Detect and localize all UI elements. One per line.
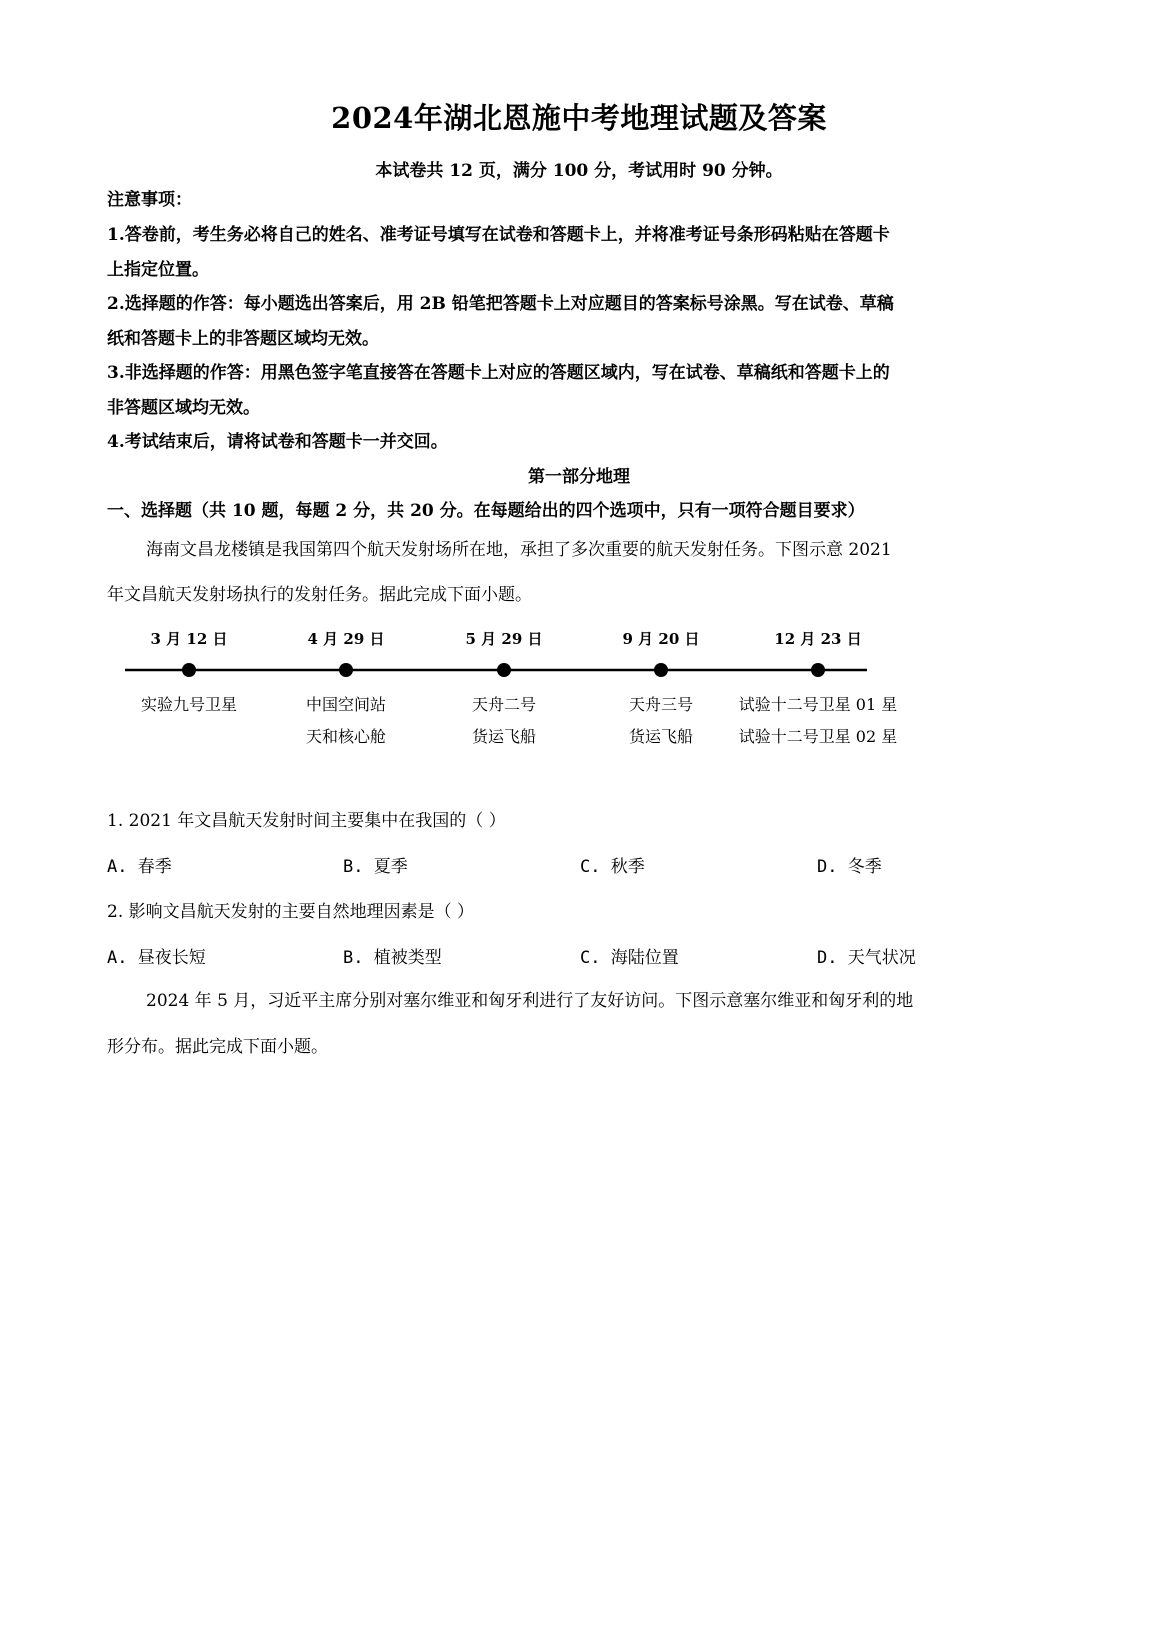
launch-timeline bbox=[0, 630, 1158, 780]
part-title: 第一部分地理 bbox=[528, 467, 630, 487]
passage1-line-2: 年文昌航天发射场执行的发射任务。据此完成下面小题。 bbox=[107, 585, 532, 605]
passage1-line-1: 海南文昌龙楼镇是我国第四个航天发射场所在地，承担了多次重要的航天发射任务。下图示意 2021 bbox=[146, 540, 892, 560]
note-line-4: 纸和答题卡上的非答题区域均无效。 bbox=[107, 329, 379, 349]
q2-option-a: A. 昼夜长短 bbox=[107, 948, 206, 968]
timeline-date: 4 月 29 日 bbox=[307, 630, 385, 648]
timeline-mission-label: 天舟二号 bbox=[471, 695, 537, 714]
q2-option-c: C. 海陆位置 bbox=[580, 948, 679, 968]
q2-option-d: D. 天气状况 bbox=[817, 948, 916, 968]
timeline-dot bbox=[654, 663, 668, 677]
section-title: 一、选择题（共 10 题，每题 2 分，共 20 分。在每题给出的四个选项中，只有一项符合题目要求） bbox=[107, 501, 865, 521]
page-title: 2024年湖北恩施中考地理试题及答案 bbox=[331, 101, 827, 135]
timeline-dot bbox=[497, 663, 511, 677]
question-2: 2. 影响文昌航天发射的主要自然地理因素是（ ） bbox=[107, 902, 475, 922]
timeline-dot bbox=[339, 663, 353, 677]
timeline-dot bbox=[182, 663, 196, 677]
q1-option-c: C. 秋季 bbox=[580, 857, 645, 877]
note-line-5: 3.非选择题的作答：用黑色签字笔直接答在答题卡上对应的答题区域内，写在试卷、草稿纸和答题卡上的 bbox=[107, 363, 890, 383]
timeline-dot bbox=[811, 663, 825, 677]
q1-option-d: D. 冬季 bbox=[817, 857, 882, 877]
question-1: 1. 2021 年文昌航天发射时间主要集中在我国的（ ） bbox=[107, 811, 506, 831]
note-line-3: 2.选择题的作答：每小题选出答案后，用 2B 铅笔把答题卡上对应题目的答案标号涂黑。写在试卷、草稿 bbox=[107, 294, 894, 314]
notice-heading: 注意事项： bbox=[107, 190, 192, 210]
timeline-date: 12 月 23 日 bbox=[774, 630, 862, 648]
note-line-7: 4.考试结束后，请将试卷和答题卡一并交回。 bbox=[107, 432, 448, 452]
passage2-line-2: 形分布。据此完成下面小题。 bbox=[107, 1037, 328, 1057]
timeline-date: 3 月 12 日 bbox=[150, 630, 228, 648]
timeline-mission-label: 试验十二号卫星 01 星 bbox=[738, 695, 898, 714]
q1-option-a: A. 春季 bbox=[107, 857, 172, 877]
timeline-date: 9 月 20 日 bbox=[622, 630, 700, 648]
timeline-mission-label: 货运飞船 bbox=[471, 727, 537, 746]
timeline-date: 5 月 29 日 bbox=[465, 630, 543, 648]
timeline-mission-label: 实验九号卫星 bbox=[140, 695, 238, 714]
timeline-mission-label: 货运飞船 bbox=[628, 727, 694, 746]
q1-option-b: B. 夏季 bbox=[343, 857, 408, 877]
timeline-mission-label: 天舟三号 bbox=[628, 695, 694, 714]
exam-info: 本试卷共 12 页，满分 100 分，考试用时 90 分钟。 bbox=[375, 161, 783, 181]
note-line-1: 1.答卷前，考生务必将自己的姓名、准考证号填写在试卷和答题卡上，并将准考证号条形码粘贴在答题卡 bbox=[107, 225, 890, 245]
note-line-6: 非答题区域均无效。 bbox=[107, 398, 260, 418]
q2-option-b: B. 植被类型 bbox=[343, 948, 442, 968]
timeline-mission-label: 中国空间站 bbox=[305, 695, 387, 714]
timeline-mission-label: 天和核心舱 bbox=[305, 727, 387, 746]
timeline-mission-label: 试验十二号卫星 02 星 bbox=[738, 727, 898, 746]
passage2-line-1: 2024 年 5 月，习近平主席分别对塞尔维亚和匈牙利进行了友好访问。下图示意塞尔维亚和匈牙利的地 bbox=[146, 991, 914, 1011]
note-line-2: 上指定位置。 bbox=[107, 260, 209, 280]
